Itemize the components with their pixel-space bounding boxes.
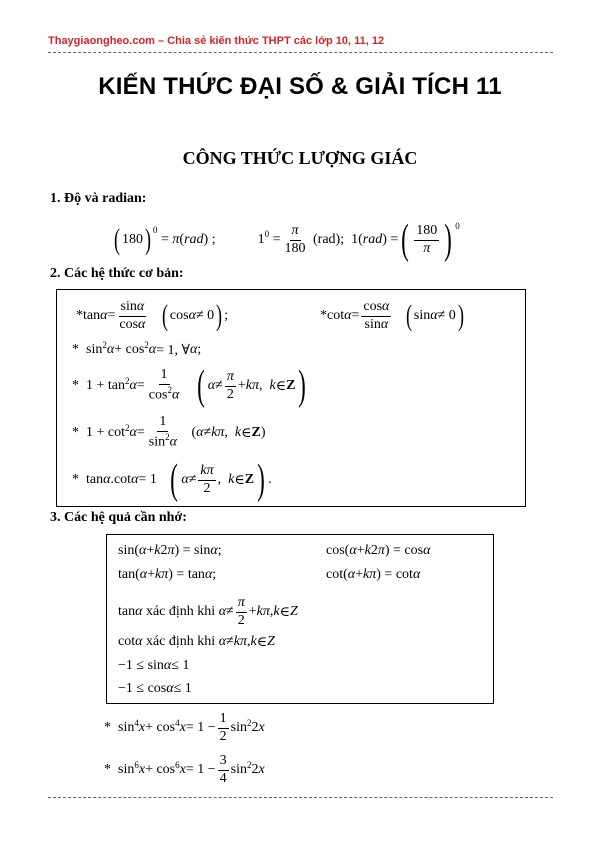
section-2-heading: 2. Các hệ thức cơ bản: [50, 266, 184, 281]
page-title: KIẾN THỨC ĐẠI SỐ & GIẢI TÍCH 11 [98, 73, 502, 100]
formula-tan-domain: tan α xác định khi α ≠ $\frac{\pi}{2}$ + kπ , k ∈ Z [118, 594, 298, 628]
formula-tan-period: tan( α + kπ ) = tan α ; [118, 567, 217, 582]
defined-when-label-2: xác định khi [145, 634, 216, 649]
formula-sin-period: sin( α + k 2 π ) = sin α ; [118, 543, 222, 558]
section-3-heading: 3. Các hệ quả cần nhớ: [50, 510, 187, 525]
formula-degree-radian: ( 180 ) $^0$ = π ( rad ) ; 1 $^0$ = $\frac{\pi}{180}$ (rad); 1( rad ) = ( $\frac{180}{\pi}$ ) $^0$ [114, 217, 460, 263]
formula-cot-period: cot( α + kπ ) = cot α [326, 567, 421, 582]
formula-tan: *tan α = $\frac{\sin\alpha}{\cos\alpha}$ ( cos α ≠ 0 ) ; [76, 298, 229, 332]
site-header: Thaygiaongheo.com – Chia sẻ kiến thức THPT các lớp 10, 11, 12 [48, 35, 385, 47]
section-title: CÔNG THỨC LƯỢNG GIÁC [182, 148, 418, 168]
formula-sin4-cos4: * sin $^4$ x + cos $^4$ x = 1 − $\frac{1}{2}$ sin $^2$ 2 x [104, 710, 265, 744]
formula-one-plus-cot2: * 1 + cot $^2$ α = $\frac{1}{\sin^2\alpha}$ ( α ≠ kπ , k ∈ Z ) [72, 414, 266, 450]
section-1-heading: 1. Độ và radian: [50, 191, 147, 206]
formula-cos-period: cos( α + k 2 π ) = cos α [326, 543, 431, 558]
formula-tan-cot: * tan α .cot α = 1 ( α ≠ $\frac{k\pi}{2}$ , k ∈ Z ) . [72, 457, 272, 503]
formula-sin-range: −1 ≤ sin α ≤ 1 [118, 658, 190, 673]
rad-unit: (rad); [313, 232, 345, 247]
footer-divider [48, 797, 553, 798]
formula-cot-domain: cot α xác định khi α ≠ kπ , k ∈ Z [118, 634, 275, 650]
formula-one-plus-tan2: * 1 + tan $^2$ α = $\frac{1}{\cos^2\alpha}$ ( α ≠ $\frac{\pi}{2}$ + kπ , k ∈ Z ) [72, 363, 307, 409]
formula-pythagorean: * sin $^2$ α + cos $^2$ α = 1, ∀ α ; [72, 340, 202, 358]
formula-cot: *cot α = $\frac{\cos\alpha}{\sin\alpha}$ ( sin α ≠ 0 ) [320, 298, 464, 332]
defined-when-label-1: xác định khi [145, 604, 216, 619]
formula-cos-range: −1 ≤ cos α ≤ 1 [118, 681, 192, 696]
formula-sin6-cos6: * sin $^6$ x + cos $^6$ x = 1 − $\frac{3}{4}$ sin $^2$ 2 x [104, 752, 265, 786]
header-divider [48, 52, 553, 53]
